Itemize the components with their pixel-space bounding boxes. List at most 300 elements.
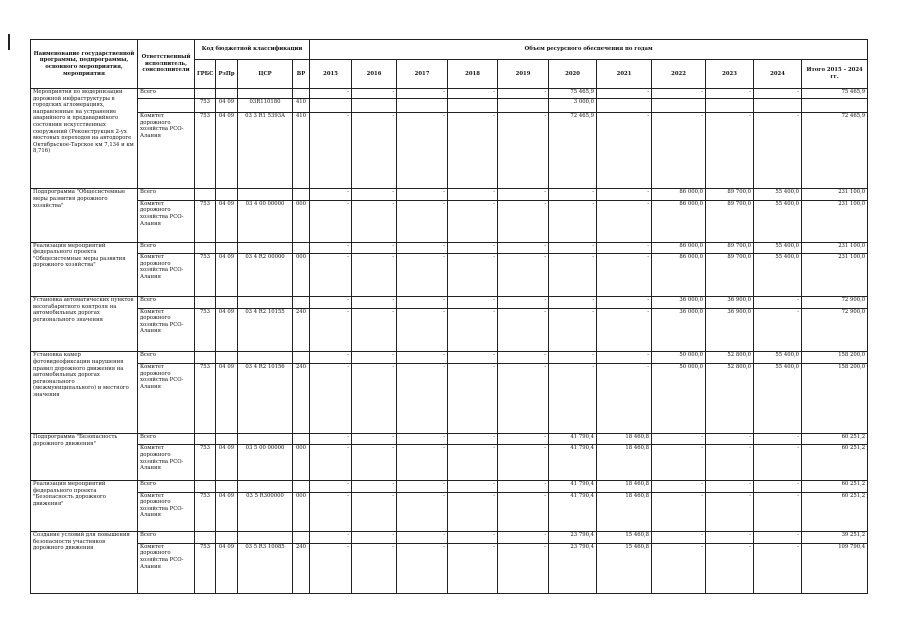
grbs-cell: 753	[195, 308, 216, 352]
csr-cell	[238, 433, 293, 445]
grbs-cell	[195, 481, 216, 493]
measure-name: Установка камер фотовидеофиксации нарушения правил дорожного движения на автомобильных дорогах регионального (межмуниципального) и местного значения	[31, 352, 138, 434]
rzpr-cell: 04 09	[216, 308, 238, 352]
rzpr-cell: 04 09	[216, 99, 238, 113]
csr-cell: 03 5 00 00000	[238, 445, 293, 481]
year-value-cell: -	[498, 445, 549, 481]
year-value-cell: -	[652, 445, 706, 481]
header-year: 2021	[597, 60, 652, 89]
year-value-cell: 41 790,4	[549, 445, 597, 481]
year-value-cell: -	[597, 254, 652, 297]
total-cell: 60 251,2	[802, 492, 868, 532]
year-value-cell: -	[498, 433, 549, 445]
year-value-cell: 41 790,4	[549, 492, 597, 532]
vr-cell	[293, 433, 310, 445]
year-value-cell: 86 000,0	[652, 189, 706, 201]
csr-cell: 03 4 R2 00000	[238, 254, 293, 297]
header-row-1	[31, 40, 868, 60]
year-value-cell: -	[549, 189, 597, 201]
total-cell: 39 251,2	[802, 532, 868, 544]
csr-cell	[238, 297, 293, 309]
csr-cell: 03 5 R3 10085	[238, 543, 293, 593]
header-code-col: РзПр	[216, 60, 238, 89]
year-value-cell: -	[706, 532, 754, 544]
csr-cell	[238, 242, 293, 254]
table-row	[31, 242, 868, 254]
measure-name: Реализация мероприятий федерального проекта "Общесистемные меры развития дорожного хозяйства"	[31, 242, 138, 296]
year-value-cell: -	[352, 89, 397, 99]
year-value-cell: -	[397, 254, 448, 297]
responsible-cell: Комитет дорожного хозяйства РСО-Алания	[138, 492, 195, 532]
year-value-cell	[498, 99, 549, 113]
table-row	[31, 433, 868, 445]
year-value-cell: 23 790,4	[549, 532, 597, 544]
rzpr-cell	[216, 242, 238, 254]
table-row	[31, 189, 868, 201]
year-value-cell: -	[310, 532, 352, 544]
rzpr-cell	[216, 297, 238, 309]
year-value-cell: -	[310, 113, 352, 189]
year-value-cell: -	[397, 200, 448, 242]
year-value-cell: -	[706, 433, 754, 445]
year-value-cell: -	[498, 492, 549, 532]
year-value-cell: -	[498, 297, 549, 309]
year-value-cell: -	[597, 363, 652, 433]
year-value-cell: -	[448, 308, 498, 352]
year-value-cell: -	[310, 200, 352, 242]
grbs-cell	[195, 297, 216, 309]
grbs-cell: 753	[195, 113, 216, 189]
year-value-cell: 89 700,0	[706, 200, 754, 242]
year-value-cell: 36 000,0	[652, 308, 706, 352]
year-value-cell: -	[310, 352, 352, 364]
year-value-cell: -	[448, 189, 498, 201]
responsible-cell: Комитет дорожного хозяйства РСО-Алания	[138, 363, 195, 433]
year-value-cell: -	[549, 308, 597, 352]
grbs-cell: 753	[195, 492, 216, 532]
year-value-cell: -	[498, 200, 549, 242]
year-value-cell: -	[498, 189, 549, 201]
year-value-cell: -	[754, 113, 802, 189]
total-cell: 60 251,2	[802, 433, 868, 445]
grbs-cell	[195, 189, 216, 201]
year-value-cell: 55 400,0	[754, 242, 802, 254]
grbs-cell: 753	[195, 254, 216, 297]
year-value-cell	[652, 99, 706, 113]
vr-cell	[293, 481, 310, 493]
header-year: 2022	[652, 60, 706, 89]
year-value-cell: 89 700,0	[706, 254, 754, 297]
rzpr-cell: 04 09	[216, 113, 238, 189]
vr-cell: 240	[293, 363, 310, 433]
year-value-cell: -	[498, 352, 549, 364]
table-body	[31, 89, 868, 594]
year-value-cell: -	[352, 254, 397, 297]
year-value-cell: 36 900,0	[706, 308, 754, 352]
year-value-cell: -	[448, 433, 498, 445]
year-value-cell: -	[310, 297, 352, 309]
csr-cell	[238, 532, 293, 544]
total-cell: 72 900,0	[802, 308, 868, 352]
year-value-cell: -	[498, 308, 549, 352]
responsible-cell: Всего	[138, 189, 195, 201]
year-value-cell: -	[310, 433, 352, 445]
year-value-cell: -	[448, 492, 498, 532]
rzpr-cell	[216, 352, 238, 364]
rzpr-cell: 04 09	[216, 363, 238, 433]
year-value-cell: -	[597, 242, 652, 254]
responsible-cell: Комитет дорожного хозяйства РСО-Алания	[138, 200, 195, 242]
vr-cell	[293, 189, 310, 201]
year-value-cell	[754, 99, 802, 113]
year-value-cell: -	[498, 363, 549, 433]
table-row	[31, 543, 868, 593]
year-value-cell: -	[754, 433, 802, 445]
year-value-cell: -	[352, 433, 397, 445]
year-value-cell: 18 460,8	[597, 445, 652, 481]
table-row	[31, 113, 868, 189]
measure-name: Мероприятия по модернизации дорожной инфраструктуры в городских агломерациях, направленные на устранение аварийного и предаварийного состояния искусственных сооружений (Реконструкция 2-ух мостовых переходов на автодороге Октябрьское-Тарское км 7,134 и км 8,716)	[31, 89, 138, 189]
header-code-col: ВР	[293, 60, 310, 89]
vr-cell: 240	[293, 543, 310, 593]
year-value-cell: -	[352, 532, 397, 544]
header-resources: Объем ресурсного обеспечения по годам	[310, 40, 868, 60]
year-value-cell: -	[448, 481, 498, 493]
year-value-cell: -	[448, 445, 498, 481]
rzpr-cell: 04 09	[216, 543, 238, 593]
year-value-cell: -	[498, 481, 549, 493]
csr-cell: 03 4 R2 10156	[238, 363, 293, 433]
responsible-cell: Всего	[138, 352, 195, 364]
year-value-cell: 89 700,0	[706, 189, 754, 201]
year-value-cell: 52 800,0	[706, 363, 754, 433]
year-value-cell: -	[310, 254, 352, 297]
year-value-cell: -	[498, 242, 549, 254]
year-value-cell: 36 900,0	[706, 297, 754, 309]
table-row	[31, 481, 868, 493]
year-value-cell: -	[310, 481, 352, 493]
csr-cell	[238, 481, 293, 493]
year-value-cell: 55 400,0	[754, 200, 802, 242]
year-value-cell: -	[352, 242, 397, 254]
header-code-col: ГРБС	[195, 60, 216, 89]
year-value-cell: 18 460,8	[597, 492, 652, 532]
rzpr-cell	[216, 189, 238, 201]
year-value-cell: -	[706, 445, 754, 481]
year-value-cell: -	[448, 242, 498, 254]
year-value-cell: -	[549, 297, 597, 309]
csr-cell: 03 4 00 00000	[238, 200, 293, 242]
grbs-cell	[195, 532, 216, 544]
rzpr-cell: 04 09	[216, 492, 238, 532]
year-value-cell: 50 000,0	[652, 363, 706, 433]
csr-cell	[238, 189, 293, 201]
csr-cell: 03 4 R2 10155	[238, 308, 293, 352]
year-value-cell: -	[652, 481, 706, 493]
year-value-cell: -	[352, 113, 397, 189]
year-value-cell: 86 000,0	[652, 254, 706, 297]
year-value-cell: 86 000,0	[652, 242, 706, 254]
year-value-cell: -	[652, 433, 706, 445]
year-value-cell: -	[448, 532, 498, 544]
header-name: Наименование государственной программы, подпрограммы, основного мероприятия, мероприятия	[31, 40, 138, 89]
vr-cell: 000	[293, 200, 310, 242]
year-value-cell: -	[706, 543, 754, 593]
year-value-cell: -	[498, 89, 549, 99]
grbs-cell	[195, 433, 216, 445]
year-value-cell: -	[652, 89, 706, 99]
table-row	[31, 89, 868, 99]
year-value-cell: 36 000,0	[652, 297, 706, 309]
year-value-cell: -	[754, 308, 802, 352]
year-value-cell: -	[597, 89, 652, 99]
year-value-cell: 55 400,0	[754, 352, 802, 364]
total-cell	[802, 99, 868, 113]
rzpr-cell	[216, 481, 238, 493]
grbs-cell: 753	[195, 445, 216, 481]
year-value-cell: 89 700,0	[706, 242, 754, 254]
year-value-cell: -	[498, 532, 549, 544]
measure-name: Установка автоматических пунктов весогабаритного контроля на автомобильных дорогах регионального значения	[31, 297, 138, 352]
year-value-cell: -	[352, 445, 397, 481]
year-value-cell: -	[397, 242, 448, 254]
total-cell: 231 100,0	[802, 242, 868, 254]
year-value-cell: -	[597, 308, 652, 352]
binder-mark	[8, 34, 10, 50]
year-value-cell: -	[597, 189, 652, 201]
vr-cell: 000	[293, 445, 310, 481]
total-cell: 72 465,9	[802, 113, 868, 189]
vr-cell: 240	[293, 308, 310, 352]
year-value-cell: -	[397, 433, 448, 445]
total-cell: 60 251,2	[802, 445, 868, 481]
year-value-cell: -	[310, 242, 352, 254]
measure-name: Создание условий для повышения безопасности участников дорожного движения	[31, 532, 138, 594]
year-value-cell: 41 790,4	[549, 481, 597, 493]
table-row	[31, 445, 868, 481]
csr-cell: 03 3 R1 5393A	[238, 113, 293, 189]
table-row	[31, 99, 868, 113]
year-value-cell: -	[397, 543, 448, 593]
year-value-cell: -	[448, 113, 498, 189]
year-value-cell: 50 000,0	[652, 352, 706, 364]
header-year: 2015	[310, 60, 352, 89]
grbs-cell: 753	[195, 200, 216, 242]
year-value-cell: -	[397, 481, 448, 493]
year-value-cell: -	[352, 308, 397, 352]
header-year: 2019	[498, 60, 549, 89]
total-cell: 231 100,0	[802, 254, 868, 297]
rzpr-cell	[216, 89, 238, 99]
csr-cell	[238, 89, 293, 99]
vr-cell: 410	[293, 99, 310, 113]
measure-name: Подпрограмма "Безопасность дорожного движения"	[31, 433, 138, 480]
year-value-cell: -	[549, 242, 597, 254]
table-row	[31, 352, 868, 364]
year-value-cell: -	[397, 297, 448, 309]
vr-cell	[293, 532, 310, 544]
responsible-cell: Комитет дорожного хозяйства РСО-Алания	[138, 113, 195, 189]
year-value-cell: 55 400,0	[754, 189, 802, 201]
rzpr-cell	[216, 532, 238, 544]
year-value-cell: -	[498, 543, 549, 593]
year-value-cell: 3 000,0	[549, 99, 597, 113]
year-value-cell: -	[448, 297, 498, 309]
grbs-cell: 753	[195, 99, 216, 113]
responsible-cell: Всего	[138, 297, 195, 309]
year-value-cell: 86 000,0	[652, 200, 706, 242]
csr-cell: 03R110180	[238, 99, 293, 113]
year-value-cell: -	[397, 308, 448, 352]
year-value-cell: -	[549, 352, 597, 364]
rzpr-cell: 04 09	[216, 445, 238, 481]
header-total: Итого 2015 – 2024 гг.	[802, 60, 868, 89]
year-value-cell: -	[448, 254, 498, 297]
year-value-cell: -	[310, 308, 352, 352]
year-value-cell: -	[352, 297, 397, 309]
responsible-cell: Всего	[138, 433, 195, 445]
year-value-cell: -	[549, 363, 597, 433]
vr-cell	[293, 297, 310, 309]
table-row	[31, 297, 868, 309]
year-value-cell: -	[397, 492, 448, 532]
header-code-col: ЦСР	[238, 60, 293, 89]
year-value-cell: -	[498, 254, 549, 297]
vr-cell: 000	[293, 492, 310, 532]
measure-name: Подпрограмма "Общесистемные меры развития дорожного хозяйства"	[31, 189, 138, 242]
year-value-cell: -	[754, 543, 802, 593]
year-value-cell: -	[706, 492, 754, 532]
year-value-cell: -	[498, 113, 549, 189]
year-value-cell: -	[397, 189, 448, 201]
total-cell: 75 465,9	[802, 89, 868, 99]
year-value-cell	[352, 99, 397, 113]
year-value-cell: -	[549, 254, 597, 297]
year-value-cell: -	[706, 89, 754, 99]
year-value-cell: -	[310, 89, 352, 99]
year-value-cell	[448, 99, 498, 113]
year-value-cell: -	[397, 532, 448, 544]
year-value-cell: -	[652, 543, 706, 593]
budget-table	[30, 39, 868, 594]
responsible-cell: Всего	[138, 532, 195, 544]
responsible-cell	[138, 99, 195, 113]
year-value-cell: -	[310, 363, 352, 433]
year-value-cell: -	[397, 445, 448, 481]
year-value-cell	[310, 99, 352, 113]
year-value-cell: 55 400,0	[754, 363, 802, 433]
year-value-cell: -	[754, 445, 802, 481]
year-value-cell: -	[397, 363, 448, 433]
responsible-cell: Комитет дорожного хозяйства РСО-Алания	[138, 254, 195, 297]
year-value-cell: -	[448, 352, 498, 364]
year-value-cell: -	[754, 492, 802, 532]
year-value-cell: -	[754, 532, 802, 544]
year-value-cell: -	[448, 543, 498, 593]
year-value-cell: 55 400,0	[754, 254, 802, 297]
header-year: 2018	[448, 60, 498, 89]
header-year: 2020	[549, 60, 597, 89]
table-row	[31, 363, 868, 433]
responsible-cell: Комитет дорожного хозяйства РСО-Алания	[138, 308, 195, 352]
grbs-cell	[195, 352, 216, 364]
table-row	[31, 532, 868, 544]
year-value-cell: 75 465,9	[549, 89, 597, 99]
year-value-cell: -	[448, 363, 498, 433]
year-value-cell: -	[652, 113, 706, 189]
year-value-cell: -	[352, 543, 397, 593]
grbs-cell: 753	[195, 363, 216, 433]
grbs-cell	[195, 242, 216, 254]
year-value-cell: -	[352, 363, 397, 433]
csr-cell: 03 5 R300000	[238, 492, 293, 532]
measure-name: Реализация мероприятий федерального проекта "Безопасность дорожного движения"	[31, 481, 138, 532]
header-year: 2016	[352, 60, 397, 89]
year-value-cell: 15 460,8	[597, 543, 652, 593]
year-value-cell: -	[754, 481, 802, 493]
year-value-cell: -	[310, 445, 352, 481]
year-value-cell: -	[448, 89, 498, 99]
vr-cell: 000	[293, 254, 310, 297]
total-cell: 72 900,0	[802, 297, 868, 309]
year-value-cell: -	[310, 189, 352, 201]
rzpr-cell	[216, 433, 238, 445]
year-value-cell: 18 460,8	[597, 433, 652, 445]
year-value-cell: 72 465,9	[549, 113, 597, 189]
year-value-cell: -	[352, 481, 397, 493]
table-row	[31, 492, 868, 532]
year-value-cell: -	[397, 113, 448, 189]
year-value-cell: 52 800,0	[706, 352, 754, 364]
year-value-cell: 41 790,4	[549, 433, 597, 445]
year-value-cell: -	[352, 352, 397, 364]
rzpr-cell: 04 09	[216, 254, 238, 297]
year-value-cell: -	[597, 297, 652, 309]
year-value-cell: 18 460,8	[597, 481, 652, 493]
rzpr-cell: 04 09	[216, 200, 238, 242]
responsible-cell: Всего	[138, 481, 195, 493]
year-value-cell	[397, 99, 448, 113]
vr-cell: 410	[293, 113, 310, 189]
year-value-cell: -	[597, 200, 652, 242]
year-value-cell: 15 460,8	[597, 532, 652, 544]
year-value-cell: -	[652, 492, 706, 532]
year-value-cell: -	[397, 89, 448, 99]
responsible-cell: Комитет дорожного хозяйства РСО-Алания	[138, 445, 195, 481]
header-year: 2023	[706, 60, 754, 89]
responsible-cell: Всего	[138, 89, 195, 99]
year-value-cell: -	[310, 543, 352, 593]
year-value-cell: -	[754, 89, 802, 99]
year-value-cell: -	[352, 492, 397, 532]
table-row	[31, 254, 868, 297]
year-value-cell: 23 790,4	[549, 543, 597, 593]
year-value-cell: -	[352, 189, 397, 201]
header-year: 2017	[397, 60, 448, 89]
header-year: 2024	[754, 60, 802, 89]
year-value-cell: -	[754, 297, 802, 309]
grbs-cell	[195, 89, 216, 99]
year-value-cell	[706, 99, 754, 113]
year-value-cell: -	[549, 200, 597, 242]
header-responsible: Ответственный исполнитель, соисполнители	[138, 40, 195, 89]
total-cell: 231 100,0	[802, 200, 868, 242]
year-value-cell: -	[597, 113, 652, 189]
responsible-cell: Всего	[138, 242, 195, 254]
year-value-cell: -	[597, 352, 652, 364]
year-value-cell	[597, 99, 652, 113]
vr-cell	[293, 242, 310, 254]
